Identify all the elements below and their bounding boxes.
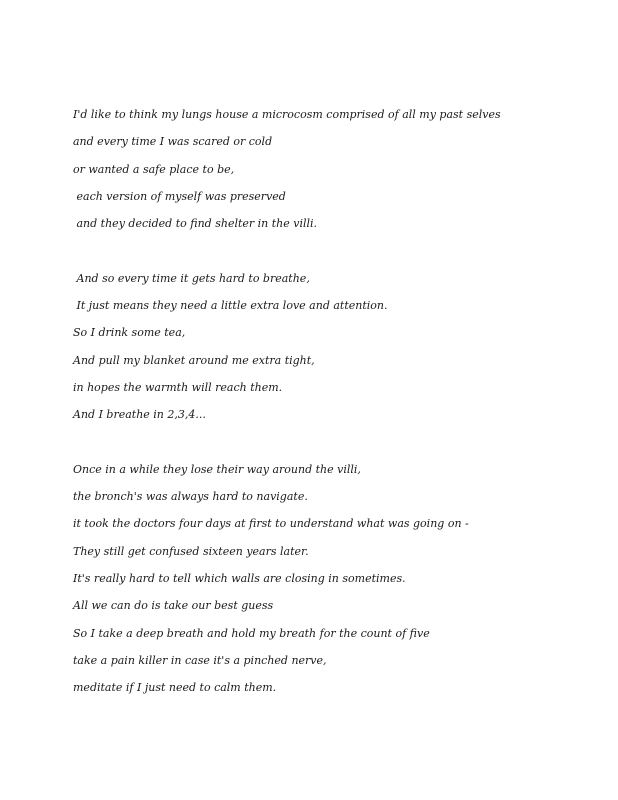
poem-line: It just means they need a little extra love and attention. [73, 299, 388, 313]
poem-body [73, 106, 593, 707]
poem-line: So I drink some tea, [73, 326, 186, 340]
poem-line: Once in a while they lose their way around the villi, [73, 462, 361, 476]
poem-line: in hopes the warmth will reach them. [73, 380, 283, 394]
poem-line: And so every time it gets hard to breathe, [73, 271, 310, 285]
poem-line: And I breathe in 2,3,4... [73, 408, 206, 422]
poem-line: I'd like to think my lungs house a microcosm comprised of all my past selves [73, 108, 501, 121]
poem-line: the bronch's was always hard to navigate. [73, 490, 308, 504]
poem-line: it took the doctors four days at first to understand what was going on - [73, 517, 469, 531]
poem-line: And pull my blanket around me extra tight, [73, 353, 315, 367]
poem-line: So I take a deep breath and hold my breath for the count of five [73, 626, 430, 640]
poem-line: take a pain killer in case it's a pinched nerve, [73, 653, 327, 667]
poem-line: meditate if I just need to calm them. [73, 681, 277, 695]
poem-line: They still get confused sixteen years later. [73, 544, 309, 558]
poem-line: or wanted a safe place to be, [73, 162, 235, 176]
poem-line: and they decided to find shelter in the villi. [73, 217, 318, 231]
poem-line: All we can do is take our best guess [73, 599, 274, 613]
poem-line: each version of myself was preserved [73, 189, 286, 203]
stanza-break [73, 434, 593, 461]
poem-line: and every time I was scared or cold [73, 135, 273, 149]
stanza-break [73, 242, 593, 269]
poem-line: It's really hard to tell which walls are closing in sometimes. [73, 572, 406, 586]
